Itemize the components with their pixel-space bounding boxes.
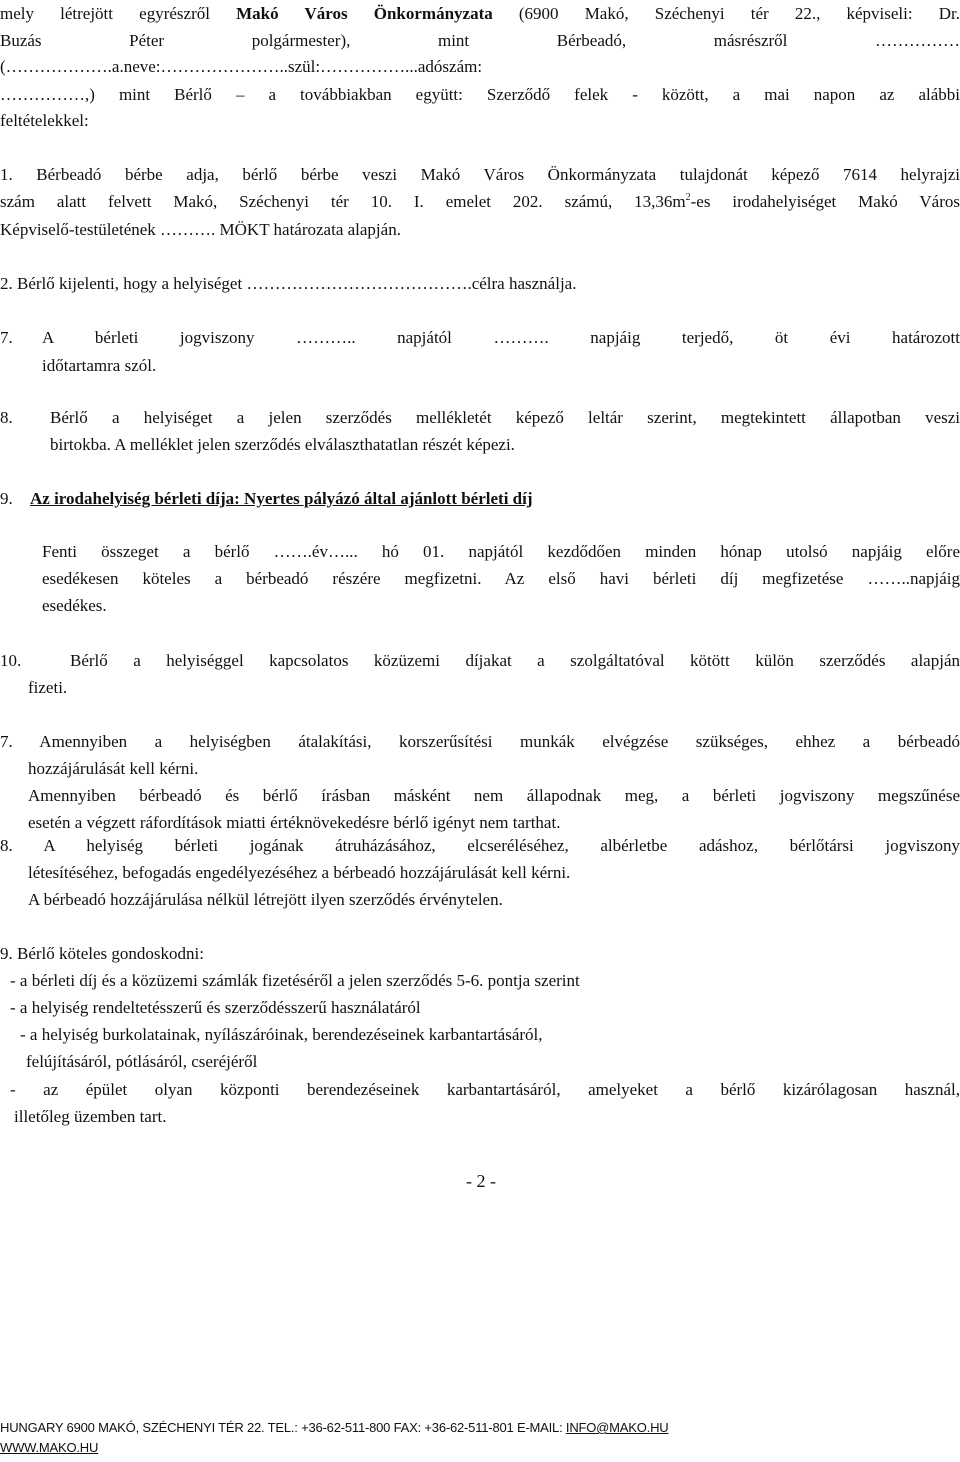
section-7b-line-3: Amennyiben bérbeadó és bérlő írásban másként nem állapodnak meg, a bérleti jogviszony megszűnése (28, 786, 960, 805)
section-9a-line-1: Fenti összeget a bérlő …….év…... hó 01. napjától kezdődően minden hónap utolsó napjáig előre (42, 542, 960, 561)
section-7a-number: 7. (0, 328, 13, 347)
section-10-line-1: Bérlő a helyiséggel kapcsolatos közüzemi díjakat a szolgáltatóval kötött külön szerződés alapján (70, 651, 960, 670)
section-7b-line-4: esetén a végzett ráfordítások miatti értéknövekedésre bérlő igényt nem tarthat. (28, 813, 561, 832)
footer-email-link[interactable]: INFO@MAKO.HU (565, 1420, 669, 1435)
section-7b-line-1: 7. Amennyiben a helyiségben átalakítási, korszerűsítési munkák elvégzése szükséges, ehhez a bérbeadó (0, 732, 960, 751)
page-number: - 2 - (466, 1171, 496, 1191)
intro-line-4: ……………,) mint Bérlő – a továbbiakban együtt: Szerződő felek - között, a mai napon az alábbi (0, 85, 960, 104)
section-9a-line-3: esedékes. (42, 596, 107, 615)
section-8a-number: 8. (0, 408, 13, 427)
party-name: Makó Város Önkormányzata (236, 4, 493, 23)
section-7a-line-1: A bérleti jogviszony ……….. napjától ………. napjáig terjedő, öt évi határozott (42, 328, 960, 347)
footer-web-link[interactable]: WWW.MAKO.HU (0, 1440, 99, 1455)
section-10-number: 10. (0, 651, 22, 670)
section-9a-number: 9. (0, 489, 13, 508)
section-9a-line-2: esedékesen köteles a bérbeadó részére megfizetni. Az első havi bérleti díj megfizetése ……..napjáig (42, 569, 960, 588)
section-1-line-3: Képviselő-testületének ………. MÖKT határozata alapján. (0, 220, 401, 239)
list-item-continuation: felújításáról, pótlásáról, cseréjéről (26, 1052, 258, 1071)
list-item-continuation: illetőleg üzemben tart. (14, 1107, 167, 1126)
intro-line-1: mely létrejött egyrészről Makó Város Önkormányzata (6900 Makó, Széchenyi tér 22., képviseli: Dr. (0, 4, 960, 23)
section-7b-line-2: hozzájárulását kell kérni. (28, 759, 199, 778)
section-2-line-1: 2. Bérlő kijelenti, hogy a helyiséget ………………………………….célra használja. (0, 274, 577, 293)
section-8a-line-2: birtokba. A melléklet jelen szerződés elválaszthatatlan részét képezi. (50, 435, 515, 454)
footer-address: HUNGARY 6900 MAKÓ, SZÉCHENYI TÉR 22. TEL.: +36-62-511-800 FAX: +36-62-511-801 E-MAIL: INFO@MAKO.HU (0, 1420, 669, 1435)
intro-line-5: feltételekkel: (0, 111, 89, 130)
intro-line-3: (……………….a.neve:…………………..szül:……………...adószám: (0, 57, 483, 76)
list-item: - az épület olyan központi berendezéseinek karbantartásáról, amelyeket a bérlő kizárólagosan használ, (10, 1080, 960, 1099)
list-item: - a helyiség rendeltetésszerű és szerződésszerű használatáról (10, 998, 421, 1017)
section-10-line-2: fizeti. (28, 678, 68, 697)
section-8b-line-2: létesítéséhez, befogadás engedélyezéséhez a bérbeadó hozzájárulását kell kérni. (28, 863, 571, 882)
section-9a-title: Az irodahelyiség bérleti díja: Nyertes pályázó által ajánlott bérleti díj (30, 489, 533, 508)
footer-web (0, 1440, 98, 1455)
section-8b-line-3: A bérbeadó hozzájárulása nélkül létrejött ilyen szerződés érvénytelen. (28, 890, 503, 909)
section-8b-line-1: 8. A helyiség bérleti jogának átruházásához, elcseréléséhez, albérletbe adáshoz, bérlőtársi jogviszony (0, 836, 960, 855)
section-8a-line-1: Bérlő a helyiséget a jelen szerződés mellékletét képező leltár szerint, megtekintett állapotban veszi (50, 408, 960, 427)
section-9b-line-1: 9. Bérlő köteles gondoskodni: (0, 944, 204, 963)
section-1-line-1: 1. Bérbeadó bérbe adja, bérlő bérbe veszi Makó Város Önkormányzata tulajdonát képező 7614 helyrajzi (0, 165, 960, 184)
list-item: - a helyiség burkolatainak, nyílászáróinak, berendezéseinek karbantartásáról, (20, 1025, 543, 1044)
section-7a-line-2: időtartamra szól. (42, 356, 157, 375)
intro-line-2: Buzás Péter polgármester), mint Bérbeadó, másrészről …………… (0, 31, 960, 50)
section-1-line-2: szám alatt felvett Makó, Széchenyi tér 10. I. emelet 202. számú, $13,36m^2-es$ irodahelyiséget Makó Város (0, 192, 960, 211)
list-item: - a bérleti díj és a közüzemi számlák fizetéséről a jelen szerződés 5-6. pontja szerint (10, 971, 580, 990)
